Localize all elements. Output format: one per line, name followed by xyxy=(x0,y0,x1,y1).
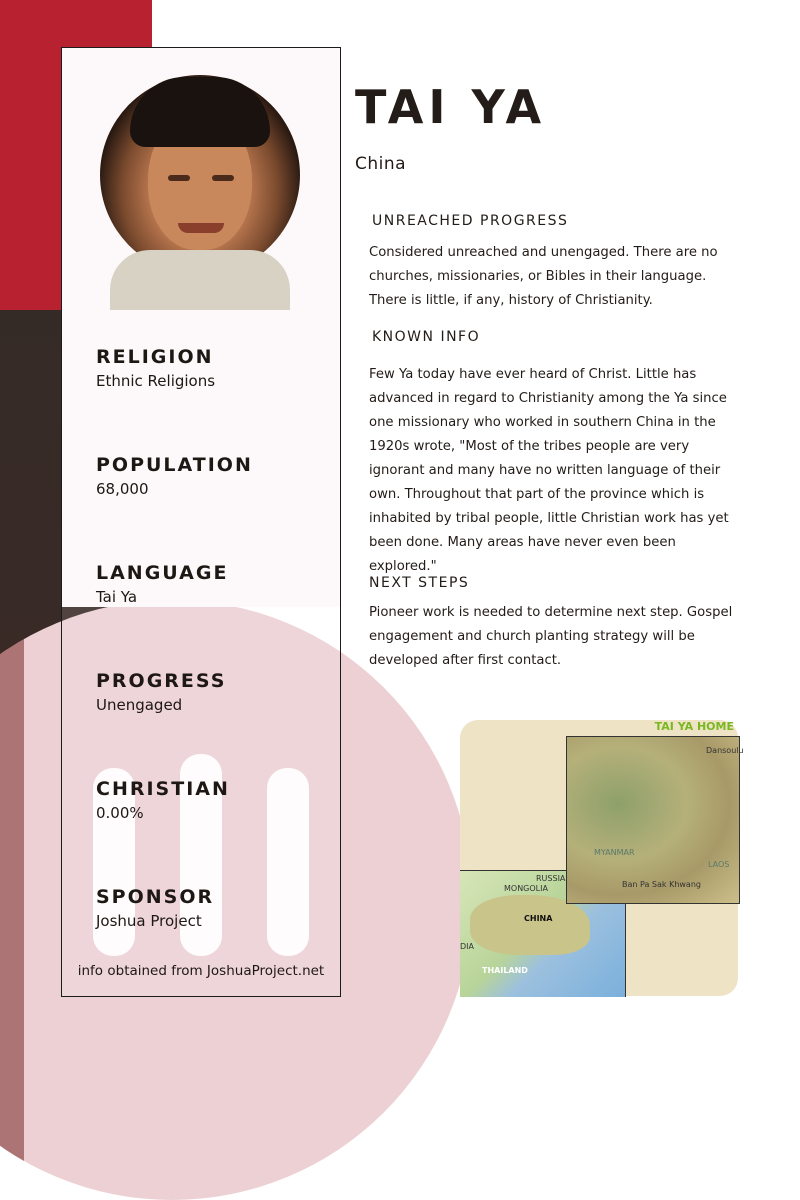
known-info-heading: KNOWN INFO xyxy=(372,329,481,345)
stat-value: Tai Ya xyxy=(96,588,138,606)
stat-population xyxy=(96,454,336,498)
map-label-inset-town: Dansoulu xyxy=(706,746,744,755)
known-info-body: Few Ya today have ever heard of Christ. Little has advanced in regard to Christianity among the Ya since one missionary who worked in southern China in the 1920s wrote, "Most of the tribes people are very ignorant and many have no written language of their own. Throughout that part of the province which is inhabited by tribal people, little Christian work has yet been done. Many areas have never even been explored." xyxy=(369,367,729,574)
stat-label: CHRISTIAN xyxy=(96,778,230,800)
map-title: TAI YA HOME xyxy=(654,720,734,733)
next-steps-body: Pioneer work is needed to determine next step. Gospel engagement and church planting strategy will be developed after first contact. xyxy=(369,605,733,668)
map-label-laos: LAOS xyxy=(708,860,730,869)
stat-value: 68,000 xyxy=(96,480,149,498)
map-label-town: Ban Pa Sak Khwang xyxy=(622,880,701,889)
stat-christian xyxy=(96,778,336,822)
stat-value: Ethnic Religions xyxy=(96,372,216,390)
unreached-body: Considered unreached and unengaged. There are no churches, missionaries, or Bibles in their language. There is little, if any, history of Christianity. xyxy=(369,245,718,308)
next-steps-heading: NEXT STEPS xyxy=(369,575,470,591)
location-map xyxy=(460,720,744,996)
source-note: info obtained from JoshuaProject.net xyxy=(77,963,325,979)
stat-label: LANGUAGE xyxy=(96,562,229,584)
stat-language xyxy=(96,562,336,606)
stat-value: 0.00% xyxy=(96,804,144,822)
stat-label: SPONSOR xyxy=(96,886,215,908)
map-label-india: DIA xyxy=(460,942,474,951)
page-title: TAI YA xyxy=(355,80,547,134)
stat-value: Unengaged xyxy=(96,696,183,714)
map-landmass xyxy=(470,895,590,955)
stat-label: RELIGION xyxy=(96,346,214,368)
country-subtitle: China xyxy=(355,154,407,174)
map-label-mongolia: MONGOLIA xyxy=(504,884,548,893)
stat-label: POPULATION xyxy=(96,454,253,476)
stat-label: PROGRESS xyxy=(96,670,227,692)
map-label-thailand: THAILAND xyxy=(482,966,528,975)
stat-value: Joshua Project xyxy=(96,912,202,930)
unreached-heading: UNREACHED PROGRESS xyxy=(372,213,569,229)
map-label-china: CHINA xyxy=(524,914,553,923)
portrait-photo xyxy=(100,75,300,275)
stat-religion xyxy=(96,346,336,390)
map-label-myanmar: MYANMAR xyxy=(594,848,635,857)
stat-progress xyxy=(96,670,336,714)
map-inset xyxy=(566,736,740,904)
map-label-russia: RUSSIA xyxy=(536,874,566,883)
stat-sponsor xyxy=(96,886,336,930)
